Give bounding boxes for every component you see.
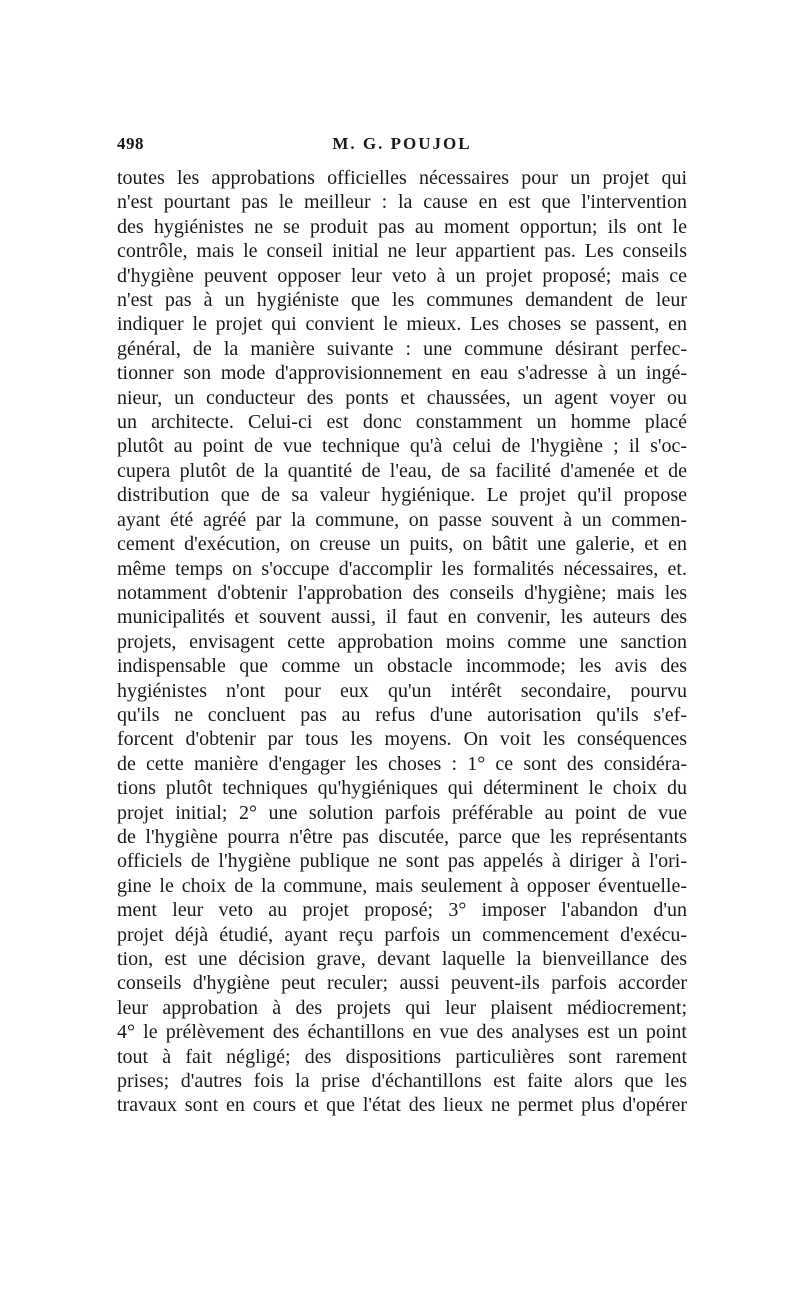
text-line: contrôle, mais le conseil initial ne leur appartient pas. Les conseils bbox=[117, 240, 687, 263]
text-line: ayant été agréé par la commune, on passe souvent à un commen- bbox=[117, 508, 687, 531]
text-line: cupera plutôt de la quantité de l'eau, de sa facilité d'amenée et de bbox=[117, 459, 687, 482]
text-line: qu'ils ne concluent pas au refus d'une autorisation qu'ils s'ef- bbox=[117, 703, 687, 726]
text-line: leur approbation à des projets qui leur plaisent médiocrement; bbox=[117, 996, 687, 1019]
text-line: de cette manière d'engager les choses : 1° ce sont des considéra- bbox=[117, 752, 687, 775]
text-line: cement d'exécution, on creuse un puits, on bâtit une galerie, et en bbox=[117, 533, 687, 556]
text-line: projet initial; 2° une solution parfois préférable au point de vue bbox=[117, 801, 687, 824]
text-line: un architecte. Celui-ci est donc constamment un homme placé bbox=[117, 411, 687, 434]
text-line: gine le choix de la commune, mais seulement à opposer éventuelle- bbox=[117, 874, 687, 897]
text-line: projets, envisagent cette approbation moins comme une sanction bbox=[117, 630, 687, 653]
text-line: plutôt au point de vue technique qu'à celui de l'hygiène ; il s'oc- bbox=[117, 435, 687, 458]
running-head bbox=[117, 134, 687, 160]
text-line: hygiénistes n'ont pour eux qu'un intérêt secondaire, pourvu bbox=[117, 679, 687, 702]
text-line: ment leur veto au projet proposé; 3° imposer l'abandon d'un bbox=[117, 899, 687, 922]
text-line: toutes les approbations officielles nécessaires pour un projet qui bbox=[117, 167, 687, 189]
body-text bbox=[117, 166, 687, 1118]
text-line: projet déjà étudié, ayant reçu parfois un commencement d'exécu- bbox=[117, 923, 687, 946]
text-line: général, de la manière suivante : une commune désirant perfec- bbox=[117, 337, 687, 360]
text-line: notamment d'obtenir l'approbation des conseils d'hygiène; mais les bbox=[117, 581, 687, 604]
text-line: tionner son mode d'approvisionnement en eau s'adresse à un ingé- bbox=[117, 362, 687, 385]
text-line: même temps on s'occupe d'accomplir les formalités nécessaires, et. bbox=[117, 557, 687, 580]
text-line: d'hygiène peuvent opposer leur veto à un projet proposé; mais ce bbox=[117, 264, 687, 287]
text-line: 4° le prélèvement des échantillons en vue des analyses est un point bbox=[117, 1021, 687, 1044]
text-line: nieur, un conducteur des ponts et chaussées, un agent voyer ou bbox=[117, 386, 687, 409]
text-line: tout à fait négligé; des dispositions particulières sont rarement bbox=[117, 1045, 687, 1068]
text-line: indiquer le projet qui convient le mieux. Les choses se passent, en bbox=[117, 313, 687, 336]
text-line: municipalités et souvent aussi, il faut en convenir, les auteurs des bbox=[117, 606, 687, 629]
text-line: prises; d'autres fois la prise d'échantillons est faite alors que les bbox=[117, 1070, 687, 1093]
text-line: de l'hygiène pourra n'être pas discutée, parce que les représentants bbox=[117, 825, 687, 848]
text-line: indispensable que comme un obstacle incommode; les avis des bbox=[117, 655, 687, 678]
text-line: officiels de l'hygiène publique ne sont pas appelés à diriger à l'ori- bbox=[117, 850, 687, 873]
text-line: forcent d'obtenir par tous les moyens. On voit les conséquences bbox=[117, 728, 687, 751]
page-number: 498 bbox=[117, 134, 144, 153]
text-line: n'est pourtant pas le meilleur : la cause en est que l'intervention bbox=[117, 191, 687, 214]
header-title: M. G. POUJOL bbox=[332, 134, 472, 153]
text-line: conseils d'hygiène peut reculer; aussi peuvent-ils parfois accorder bbox=[117, 972, 687, 995]
text-line: des hygiénistes ne se produit pas au moment opportun; ils ont le bbox=[117, 215, 687, 238]
text-line: tions plutôt techniques qu'hygiéniques qui déterminent le choix du bbox=[117, 777, 687, 800]
text-line: travaux sont en cours et que l'état des lieux ne permet plus d'opérer bbox=[117, 1094, 687, 1117]
text-line: distribution que de sa valeur hygiénique. Le projet qu'il propose bbox=[117, 484, 687, 507]
text-line: tion, est une décision grave, devant laquelle la bienveillance des bbox=[117, 948, 687, 970]
text-line: n'est pas à un hygiéniste que les communes demandent de leur bbox=[117, 289, 687, 312]
